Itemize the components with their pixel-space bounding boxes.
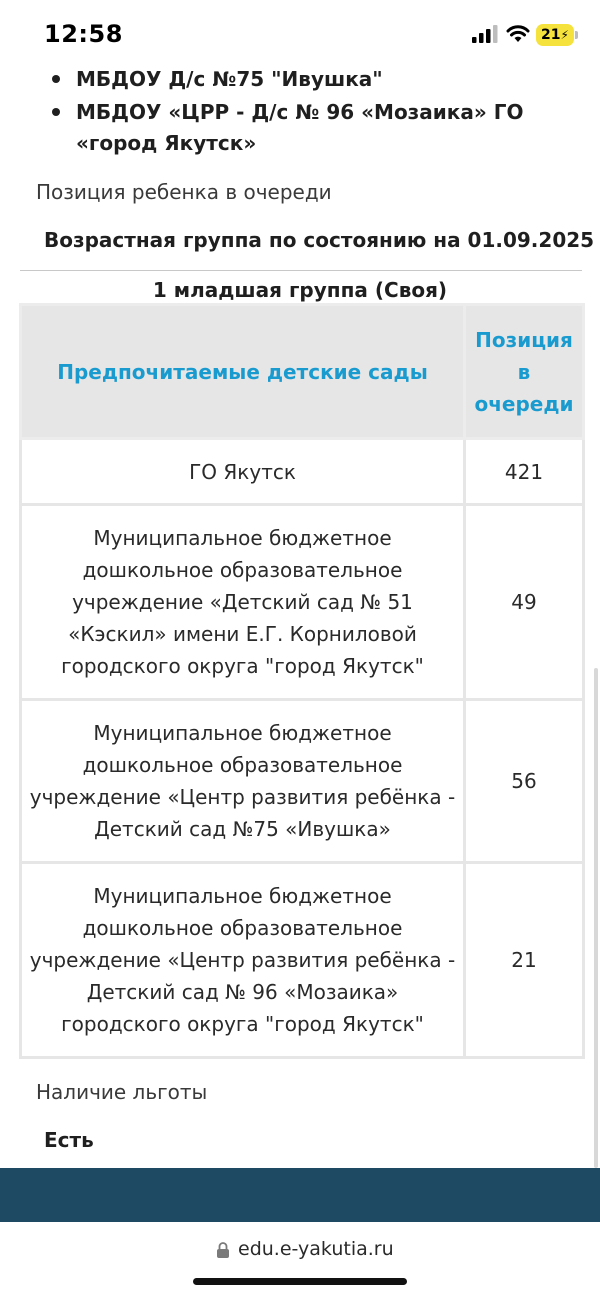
table-row xyxy=(21,505,584,700)
benefit-label: Наличие льготы xyxy=(36,1080,208,1104)
kindergarten-list xyxy=(76,64,586,161)
header-position: Позиция в очереди xyxy=(465,305,584,439)
table-row xyxy=(21,863,584,1058)
browser-address-bar[interactable] xyxy=(0,1222,600,1298)
queue-position-label: Позиция ребенка в очереди xyxy=(36,180,332,204)
status-bar xyxy=(0,0,600,68)
position-cell: 56 xyxy=(465,700,584,863)
scrollbar[interactable] xyxy=(594,668,598,1168)
lock-icon xyxy=(216,1242,230,1258)
kindergarten-name-cell: Муниципальное бюджетное дошкольное образовательное учреждение «Центр развития ребёнка - Детский сад № 96 «Мозаика» городского округа "город Якутск" xyxy=(21,863,465,1058)
list-item: МБДОУ Д/с №75 "Ивушка" xyxy=(76,64,586,95)
charging-bolt-icon: ⚡ xyxy=(560,28,569,42)
home-indicator[interactable] xyxy=(193,1278,407,1285)
table-row xyxy=(21,700,584,863)
page-footer xyxy=(0,1168,600,1222)
battery-tip xyxy=(575,31,578,39)
list-item: МБДОУ «ЦРР - Д/с № 96 «Мозаика» ГО «город Якутск» xyxy=(76,97,586,159)
battery-level: 21 xyxy=(541,27,561,43)
benefit-value: Есть xyxy=(44,1128,94,1152)
wifi-icon xyxy=(506,23,530,43)
cellular-signal-icon xyxy=(472,25,498,43)
position-cell: 21 xyxy=(465,863,584,1058)
battery-indicator xyxy=(536,24,574,46)
kindergarten-name-cell: Муниципальное бюджетное дошкольное образовательное учреждение «Детский сад № 51 «Кэскил» имени Е.Г. Корниловой городского округа "город Якутск" xyxy=(21,505,465,700)
divider xyxy=(20,270,582,271)
header-kindergartens: Предпочитаемые детские сады xyxy=(21,305,465,439)
queue-table xyxy=(19,303,585,1059)
status-time: 12:58 xyxy=(44,20,123,48)
url-text[interactable]: edu.e-yakutia.ru xyxy=(238,1238,394,1260)
age-group-name: 1 младшая группа (Своя) xyxy=(152,278,448,302)
position-cell: 49 xyxy=(465,505,584,700)
kindergarten-name-cell: ГО Якутск xyxy=(21,439,465,505)
age-group-heading: Возрастная группа по состоянию на 01.09.2025 xyxy=(44,228,595,252)
kindergarten-name-cell: Муниципальное бюджетное дошкольное образовательное учреждение «Центр развития ребёнка - Детский сад №75 «Ивушка» xyxy=(21,700,465,863)
position-cell: 421 xyxy=(465,439,584,505)
table-row xyxy=(21,439,584,505)
table-header-row xyxy=(21,305,584,439)
